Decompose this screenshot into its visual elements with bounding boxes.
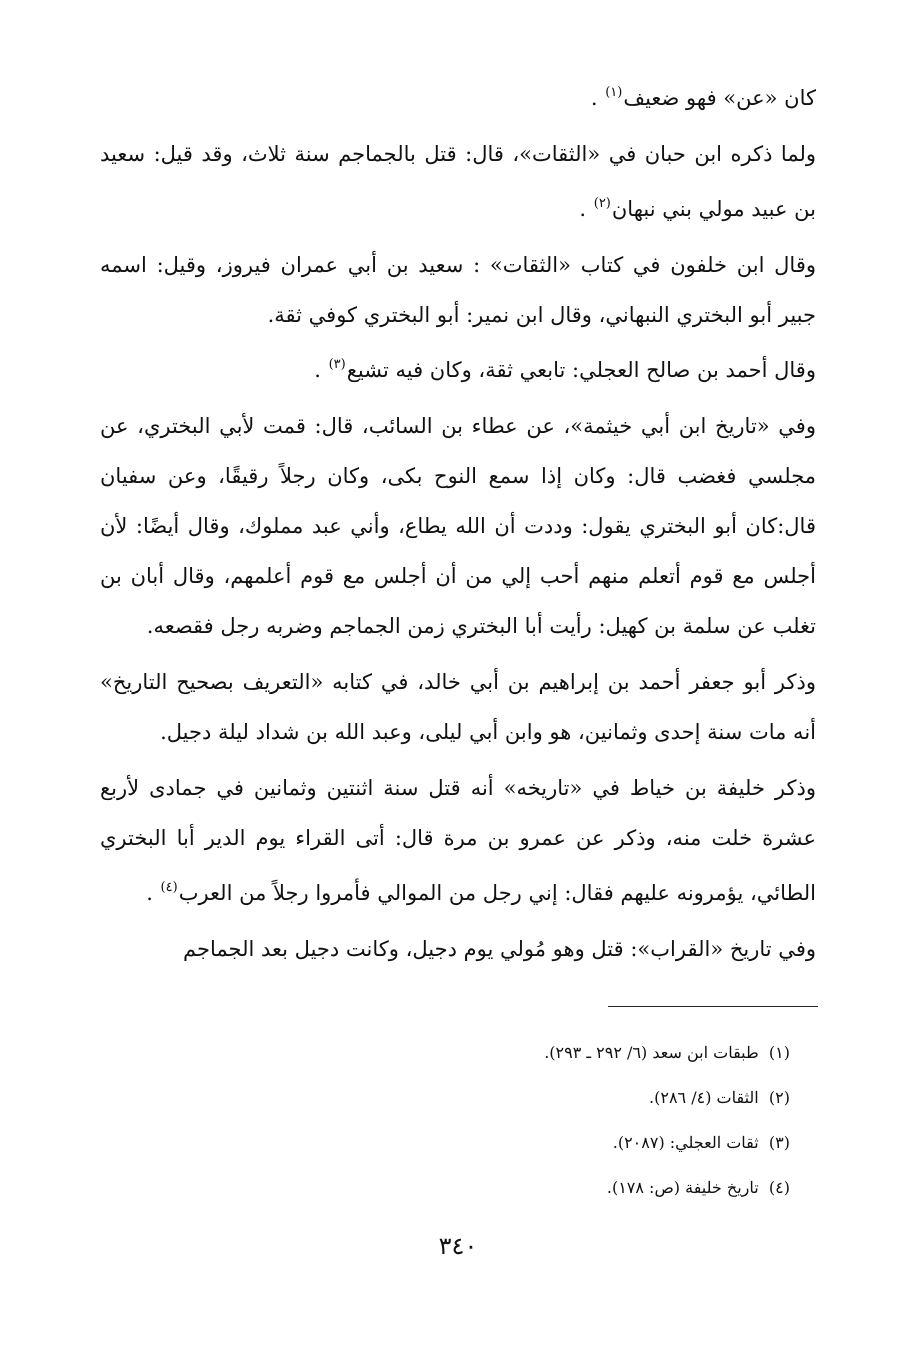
footnote-marker: (٤) bbox=[160, 880, 178, 895]
paragraph-1 bbox=[100, 68, 816, 123]
footnote-marker: (٢) bbox=[593, 196, 611, 211]
footnote-1 bbox=[100, 1030, 790, 1075]
paragraph-text: وذكر خليفة بن خياط في «تاريخه» أنه قتل سنة اثنتين وثمانين في جمادى لأربع عشرة خلت منه، وذكر عن عمرو بن مرة قال: أتى القراء يوم الدير أبا البختري الطائي، يؤمرونه عليهم فقال: إني رجل من الموالي فأمروا رجلاً من العرب bbox=[100, 776, 816, 905]
paragraph-text: وفي «تاريخ ابن أبي خيثمة»، عن عطاء بن السائب، قال: قمت لأبي البختري، عن مجلسي فغضب قال: وكان إذا سمع النوح بكى، وكان رجلاً رقيقًا، وعن سفيان قال:كان أبو البختري يقول: وددت أن الله يطاع، وأني عبد مملوك، وقال أيضًا: لأن أجلس مع قوم أتعلم منهم أحب إلي من أن أجلس مع قوم أعلمهم، وقال أبان بن تغلب عن سلمة بن كهيل: رأيت أبا البختري زمن الجماجم وضربه رجل فقصعه. bbox=[100, 414, 816, 638]
footnote-number: (١) bbox=[768, 1043, 790, 1062]
footnote-text: تاريخ خليفة (ص: ١٧٨). bbox=[606, 1178, 759, 1197]
footnote-number: (٤) bbox=[768, 1178, 790, 1197]
footnote-number: (٢) bbox=[768, 1088, 790, 1107]
footnote-3 bbox=[100, 1120, 790, 1165]
paragraph-text: كان «عن» فهو ضعيف bbox=[623, 86, 816, 110]
footnote-number: (٣) bbox=[768, 1133, 790, 1152]
footnote-marker: (١) bbox=[605, 85, 623, 100]
main-text bbox=[100, 68, 816, 974]
footnotes bbox=[100, 1030, 790, 1210]
paragraph-4 bbox=[100, 340, 816, 395]
paragraph-2 bbox=[100, 129, 816, 234]
paragraph-text-end: . bbox=[314, 358, 328, 382]
paragraph-text-end: . bbox=[579, 197, 593, 221]
paragraph-5 bbox=[100, 401, 816, 651]
footnote-text: طبقات ابن سعد (٦/ ٢٩٢ ـ ٢٩٣). bbox=[544, 1043, 759, 1062]
footnote-separator bbox=[608, 1006, 818, 1007]
footnote-2 bbox=[100, 1075, 790, 1120]
paragraph-text: وذكر أبو جعفر أحمد بن إبراهيم بن أبي خالد، في كتابه «التعريف بصحيح التاريخ» أنه مات سنة إحدى وثمانين، هو وابن أبي ليلى، وعبد الله بن شداد ليلة دجيل. bbox=[100, 670, 816, 744]
paragraph-6 bbox=[100, 657, 816, 757]
page-number: ٣٤٠ bbox=[438, 1232, 478, 1260]
paragraph-text: ولما ذكره ابن حبان في «الثقات»، قال: قتل بالجماجم سنة ثلاث، وقد قيل: سعيد بن عبيد مولي بني نبهان bbox=[100, 142, 816, 221]
paragraph-text-end: . bbox=[590, 86, 605, 110]
footnote-marker: (٣) bbox=[328, 357, 346, 372]
paragraph-text-end: . bbox=[146, 881, 160, 905]
paragraph-8 bbox=[100, 924, 816, 974]
footnote-text: ثقات العجلي: (٢٠٨٧). bbox=[612, 1133, 759, 1152]
paragraph-text: وفي تاريخ «القراب»: قتل وهو مُولي يوم دجيل، وكانت دجيل بعد الجماجم bbox=[183, 937, 816, 961]
paragraph-3 bbox=[100, 240, 816, 340]
paragraph-7 bbox=[100, 763, 816, 918]
footnote-4 bbox=[100, 1165, 790, 1210]
footnote-text: الثقات (٤/ ٢٨٦). bbox=[649, 1088, 759, 1107]
paragraph-text: وقال أحمد بن صالح العجلي: تابعي ثقة، وكان فيه تشيع bbox=[346, 358, 816, 382]
paragraph-text: وقال ابن خلفون في كتاب «الثقات» : سعيد بن أبي عمران فيروز، وقيل: اسمه جبير أبو البختري النبهاني، وقال ابن نمير: أبو البختري كوفي ثقة. bbox=[100, 253, 816, 327]
